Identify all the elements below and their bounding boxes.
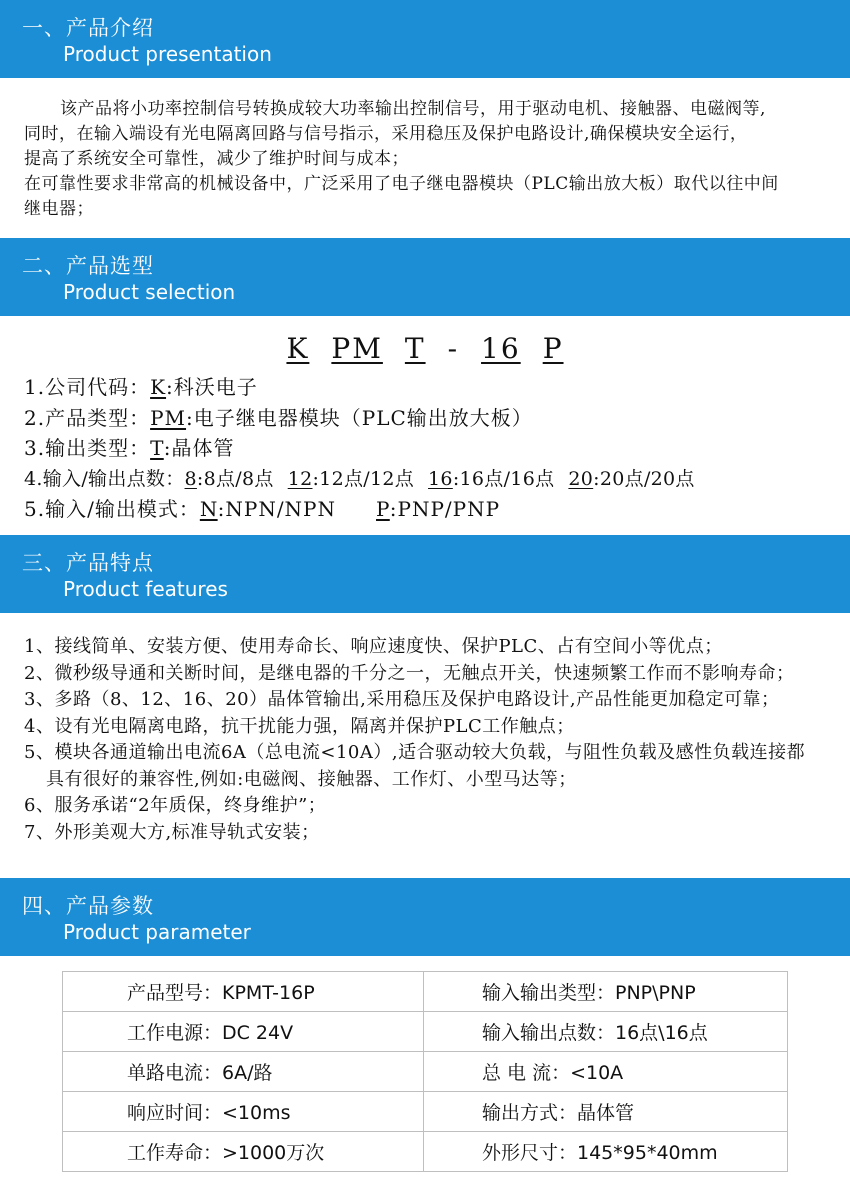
intro-line: 提高了系统安全可靠性，减少了维护时间与成本； bbox=[24, 149, 409, 169]
model-part-points: 16 bbox=[481, 332, 521, 365]
selection-code: 8 bbox=[184, 467, 197, 490]
feature-item: 1、接线简单、安装方便、使用寿命长、响应速度快、保护PLC、占有空间小等优点； bbox=[24, 636, 723, 657]
param-cell: 输入输出点数：16点\16点 bbox=[424, 1012, 788, 1052]
param-cell: 输出方式：晶体管 bbox=[424, 1092, 788, 1132]
section-header-features bbox=[0, 535, 850, 613]
section-header-selection bbox=[0, 238, 850, 316]
section-header-intro bbox=[0, 0, 850, 78]
selection-label: 3.输出类型： bbox=[24, 436, 151, 460]
selection-label: 1.公司代码： bbox=[24, 375, 151, 399]
param-cell: 响应时间：<10ms bbox=[63, 1092, 424, 1132]
selection-desc: :电子继电器模块（PLC输出放大板） bbox=[186, 405, 533, 430]
model-part-company: K bbox=[286, 332, 310, 365]
intro-line: 该产品将小功率控制信号转换成较大功率输出控制信号，用于驱动电机、接触器、电磁阀等, bbox=[60, 99, 766, 119]
param-cell: 单路电流：6A/路 bbox=[63, 1052, 424, 1092]
table-row bbox=[63, 972, 788, 1012]
section-title-en: Product selection bbox=[63, 280, 236, 304]
feature-item: 6、服务承诺“2年质保，终身维护”； bbox=[24, 795, 327, 816]
selection-desc: :PNP/PNP bbox=[389, 497, 501, 521]
table-row bbox=[63, 1092, 788, 1132]
selection-label: 2.产品类型： bbox=[24, 405, 151, 430]
selection-row-output bbox=[24, 433, 695, 464]
param-cell: 产品型号：KPMT-16P bbox=[63, 972, 424, 1012]
param-cell: 工作寿命：>1000万次 bbox=[63, 1132, 424, 1172]
model-code bbox=[0, 332, 850, 365]
parameter-table bbox=[62, 971, 788, 1172]
section-title-en: Product parameter bbox=[63, 920, 251, 944]
selection-code: 20 bbox=[568, 467, 594, 490]
selection-desc: :NPN/NPN bbox=[217, 497, 337, 521]
selection-desc: :8点/8点 bbox=[196, 467, 274, 490]
model-part-dash: - bbox=[447, 332, 460, 365]
section-title-cn: 三、产品特点 bbox=[22, 551, 154, 575]
param-cell: 工作电源：DC 24V bbox=[63, 1012, 424, 1052]
param-cell: 外形尺寸：145*95*40mm bbox=[424, 1132, 788, 1172]
selection-desc: :20点/20点 bbox=[593, 467, 695, 490]
selection-code: T bbox=[150, 436, 164, 460]
section-title-en: Product presentation bbox=[63, 42, 272, 66]
section-title-cn: 二、产品选型 bbox=[22, 254, 154, 278]
selection-code: 12 bbox=[287, 467, 313, 490]
selection-row-mode bbox=[24, 494, 695, 525]
selection-desc: :科沃电子 bbox=[166, 375, 258, 399]
table-row bbox=[63, 1132, 788, 1172]
model-part-output: T bbox=[404, 332, 426, 365]
section-title-cn: 一、产品介绍 bbox=[22, 16, 154, 40]
selection-label: 4.输入/输出点数： bbox=[24, 467, 185, 490]
selection-code: N bbox=[199, 497, 218, 521]
feature-item: 7、外形美观大方,标准导轨式安装； bbox=[24, 821, 320, 843]
section-header-parameter bbox=[0, 878, 850, 956]
selection-desc: :晶体管 bbox=[163, 436, 235, 460]
model-part-mode: P bbox=[542, 332, 564, 365]
feature-item: 4、设有光电隔离电路，抗干扰能力强，隔离并保护PLC工作触点； bbox=[24, 715, 575, 737]
selection-desc: :12点/12点 bbox=[312, 467, 415, 490]
features-list bbox=[24, 634, 805, 846]
feature-item: 5、模块各通道输出电流6A（总电流<10A）,适合驱动较大负载，与阻性负载及感性负载连接都 bbox=[24, 742, 806, 763]
intro-paragraph bbox=[24, 97, 834, 222]
param-cell: 总 电 流：<10A bbox=[424, 1052, 788, 1092]
selection-list bbox=[24, 372, 695, 525]
intro-line: 同时，在输入端设有光电隔离回路与信号指示，采用稳压及保护电路设计,确保模块安全运行， bbox=[24, 124, 748, 144]
intro-line: 在可靠性要求非常高的机械设备中，广泛采用了电子继电器模块（PLC输出放大板）取代以往中间 bbox=[24, 174, 779, 194]
model-part-type: PM bbox=[331, 332, 383, 365]
selection-row-points bbox=[24, 464, 695, 495]
section-title-cn: 四、产品参数 bbox=[22, 894, 154, 918]
selection-row-type bbox=[24, 403, 695, 434]
param-cell: 输入输出类型：PNP\PNP bbox=[424, 972, 788, 1012]
selection-row-company bbox=[24, 372, 695, 403]
intro-line: 继电器； bbox=[24, 199, 94, 219]
selection-code: P bbox=[376, 497, 390, 521]
selection-code: K bbox=[150, 375, 167, 399]
selection-label: 5.输入/输出模式： bbox=[24, 497, 200, 521]
feature-item: 3、多路（8、12、16、20）晶体管输出,采用稳压及保护电路设计,产品性能更加稳定可靠； bbox=[24, 689, 780, 710]
table-row bbox=[63, 1052, 788, 1092]
selection-code: 16 bbox=[428, 467, 453, 490]
section-title-en: Product features bbox=[63, 577, 228, 601]
selection-code: PM bbox=[150, 405, 187, 430]
feature-item: 2、微秒级导通和关断时间，是继电器的千分之一，无触点开关，快速频繁工作而不影响寿命； bbox=[24, 662, 795, 684]
table-row bbox=[63, 1012, 788, 1052]
selection-desc: :16点/16点 bbox=[452, 467, 555, 490]
feature-item-continuation: 具有很好的兼容性,例如:电磁阀、接触器、工作灯、小型马达等； bbox=[46, 768, 577, 790]
